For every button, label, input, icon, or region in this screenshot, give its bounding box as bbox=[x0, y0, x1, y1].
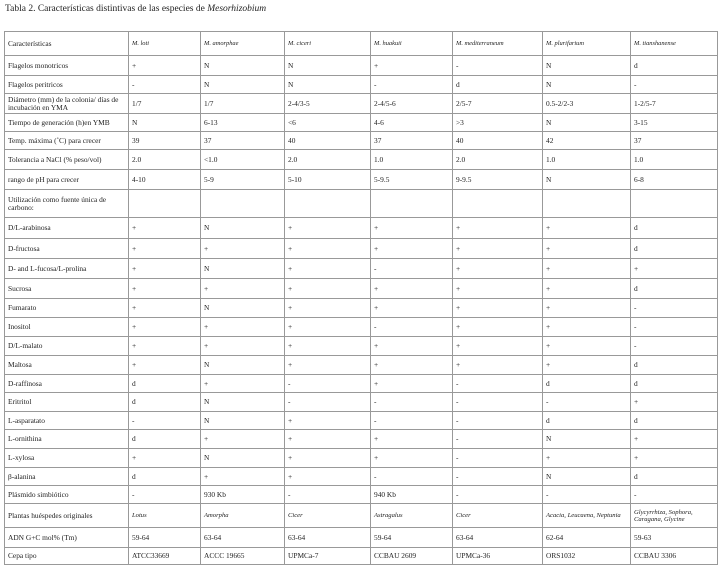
row-label: D/L-arabinosa bbox=[5, 218, 129, 239]
table-cell: + bbox=[285, 218, 371, 239]
table-row bbox=[5, 504, 718, 528]
table-cell: ATCC33669 bbox=[129, 548, 201, 565]
table-cell: N bbox=[285, 56, 371, 76]
table-row bbox=[5, 190, 718, 218]
table-cell: + bbox=[453, 318, 543, 337]
table-cell: + bbox=[285, 259, 371, 279]
table-cell: 39 bbox=[129, 132, 201, 150]
table-cell: d bbox=[453, 76, 543, 94]
table-cell: + bbox=[129, 449, 201, 468]
table-cell: 930 Kb bbox=[201, 486, 285, 504]
table-cell: - bbox=[631, 318, 718, 337]
table-row bbox=[5, 468, 718, 486]
row-label: Tolerancia a NaCl (% peso/vol) bbox=[5, 150, 129, 170]
table-cell: 3-15 bbox=[631, 114, 718, 132]
table-cell: N bbox=[201, 356, 285, 375]
table-cell: 37 bbox=[371, 132, 453, 150]
column-header: M. ciceri bbox=[285, 32, 371, 56]
table-cell bbox=[285, 190, 371, 218]
column-header: M. mediterraneum bbox=[453, 32, 543, 56]
table-cell: 40 bbox=[453, 132, 543, 150]
table-cell: N bbox=[201, 449, 285, 468]
table-cell bbox=[631, 190, 718, 218]
table-cell: N bbox=[543, 56, 631, 76]
table-row bbox=[5, 218, 718, 239]
table-cell: + bbox=[285, 279, 371, 299]
table-row bbox=[5, 528, 718, 548]
table-cell: 2-4/5-6 bbox=[371, 94, 453, 114]
table-cell: 1.0 bbox=[631, 150, 718, 170]
table-cell: d bbox=[631, 239, 718, 259]
table-cell: - bbox=[285, 393, 371, 412]
table-cell: + bbox=[129, 299, 201, 318]
table-cell: + bbox=[543, 299, 631, 318]
table-cell: 62-64 bbox=[543, 528, 631, 548]
column-header: M. huakuii bbox=[371, 32, 453, 56]
table-cell: >3 bbox=[453, 114, 543, 132]
table-cell: ACCC 19665 bbox=[201, 548, 285, 565]
table-cell: + bbox=[371, 337, 453, 356]
table-cell: N bbox=[543, 468, 631, 486]
table-cell: N bbox=[543, 170, 631, 190]
table-cell: d bbox=[129, 393, 201, 412]
table-cell: - bbox=[285, 375, 371, 393]
row-label: β-alanina bbox=[5, 468, 129, 486]
row-label: D-fructosa bbox=[5, 239, 129, 259]
table-cell: ORS1032 bbox=[543, 548, 631, 565]
table-cell: + bbox=[543, 318, 631, 337]
table-cell: + bbox=[201, 468, 285, 486]
table-cell: 1-2/5-7 bbox=[631, 94, 718, 114]
table-cell: - bbox=[371, 468, 453, 486]
table-cell: 1.0 bbox=[543, 150, 631, 170]
table-cell: + bbox=[129, 56, 201, 76]
table-cell: <6 bbox=[285, 114, 371, 132]
column-header: M. plurifarium bbox=[543, 32, 631, 56]
row-label: D/L-malato bbox=[5, 337, 129, 356]
table-cell: Lotus bbox=[129, 504, 201, 528]
row-label: Plantas huéspedes originales bbox=[5, 504, 129, 528]
table-cell: UPMCa-7 bbox=[285, 548, 371, 565]
table-title-prefix: Tabla 2. Características distintivas de las especies de bbox=[5, 4, 208, 14]
table-cell: N bbox=[285, 76, 371, 94]
table-row bbox=[5, 412, 718, 430]
table-row bbox=[5, 132, 718, 150]
table-cell: 1/7 bbox=[201, 94, 285, 114]
table-cell: - bbox=[631, 299, 718, 318]
table-cell: 5-10 bbox=[285, 170, 371, 190]
table-cell bbox=[201, 190, 285, 218]
table-cell: 940 Kb bbox=[371, 486, 453, 504]
row-label: L-asparatato bbox=[5, 412, 129, 430]
table-row bbox=[5, 56, 718, 76]
table-cell: d bbox=[129, 468, 201, 486]
table-cell: + bbox=[631, 393, 718, 412]
table-cell: N bbox=[201, 299, 285, 318]
table-cell: 0.5-2/2-3 bbox=[543, 94, 631, 114]
table-cell: + bbox=[129, 318, 201, 337]
table-cell bbox=[129, 190, 201, 218]
table-row bbox=[5, 393, 718, 412]
table-cell: 5-9.5 bbox=[371, 170, 453, 190]
table-row bbox=[5, 259, 718, 279]
table-cell: + bbox=[453, 259, 543, 279]
table-cell: + bbox=[129, 239, 201, 259]
table-row bbox=[5, 150, 718, 170]
table-cell: - bbox=[453, 375, 543, 393]
table-cell: d bbox=[129, 430, 201, 449]
table-cell: + bbox=[631, 449, 718, 468]
table-cell: - bbox=[453, 486, 543, 504]
table-cell: d bbox=[631, 356, 718, 375]
table-cell: Cicer bbox=[453, 504, 543, 528]
table-cell: N bbox=[201, 76, 285, 94]
table-cell: + bbox=[371, 375, 453, 393]
row-label: D-raffinosa bbox=[5, 375, 129, 393]
table-cell: 63-64 bbox=[201, 528, 285, 548]
table-cell: 2-4/3-5 bbox=[285, 94, 371, 114]
table-cell: + bbox=[371, 239, 453, 259]
table-cell: + bbox=[285, 412, 371, 430]
table-cell: + bbox=[453, 337, 543, 356]
table-cell: 2.0 bbox=[129, 150, 201, 170]
row-label: Temp. máxima (˚C) para crecer bbox=[5, 132, 129, 150]
table-cell: - bbox=[129, 486, 201, 504]
table-cell: 63-64 bbox=[453, 528, 543, 548]
table-cell: + bbox=[285, 337, 371, 356]
table-row bbox=[5, 94, 718, 114]
table-cell: d bbox=[631, 412, 718, 430]
table-cell: 63-64 bbox=[285, 528, 371, 548]
table-cell: 5-9 bbox=[201, 170, 285, 190]
table-cell: - bbox=[371, 393, 453, 412]
row-label: Fumarato bbox=[5, 299, 129, 318]
table-cell: 1.0 bbox=[371, 150, 453, 170]
table-cell: + bbox=[543, 239, 631, 259]
table-cell: + bbox=[285, 449, 371, 468]
table-cell: - bbox=[371, 412, 453, 430]
table-cell: - bbox=[543, 486, 631, 504]
table-cell: + bbox=[371, 279, 453, 299]
table-cell: + bbox=[201, 337, 285, 356]
table-cell: + bbox=[543, 279, 631, 299]
table-row bbox=[5, 318, 718, 337]
row-label: D- and L-fucosa/L-prolina bbox=[5, 259, 129, 279]
table-cell: - bbox=[129, 76, 201, 94]
table-cell: 42 bbox=[543, 132, 631, 150]
table-cell: + bbox=[371, 299, 453, 318]
table-cell: Acacia, Leucaena, Neptunia bbox=[543, 504, 631, 528]
table-cell: + bbox=[453, 356, 543, 375]
table-cell: + bbox=[285, 356, 371, 375]
table-row bbox=[5, 337, 718, 356]
table-cell: - bbox=[371, 318, 453, 337]
table-cell: 59-63 bbox=[631, 528, 718, 548]
table-cell: + bbox=[453, 239, 543, 259]
table-cell: + bbox=[453, 279, 543, 299]
table-cell: + bbox=[371, 218, 453, 239]
table-cell: N bbox=[201, 393, 285, 412]
table-row bbox=[5, 356, 718, 375]
table-cell: CCBAU 3306 bbox=[631, 548, 718, 565]
table-cell: + bbox=[285, 430, 371, 449]
table-cell: + bbox=[285, 299, 371, 318]
table-cell: + bbox=[543, 356, 631, 375]
row-label: Cepa tipo bbox=[5, 548, 129, 565]
table-cell: N bbox=[201, 218, 285, 239]
table-cell: - bbox=[453, 430, 543, 449]
table-cell: N bbox=[543, 430, 631, 449]
table-row bbox=[5, 375, 718, 393]
table-cell: + bbox=[543, 259, 631, 279]
row-label: Sucrosa bbox=[5, 279, 129, 299]
table-cell: Cicer bbox=[285, 504, 371, 528]
table-cell: 2.0 bbox=[453, 150, 543, 170]
table-row bbox=[5, 299, 718, 318]
table-cell: - bbox=[129, 412, 201, 430]
table-cell: + bbox=[129, 356, 201, 375]
table-cell: - bbox=[631, 337, 718, 356]
table-cell: <1.0 bbox=[201, 150, 285, 170]
table-cell: N bbox=[543, 76, 631, 94]
table-cell: - bbox=[285, 486, 371, 504]
table-cell: + bbox=[129, 259, 201, 279]
table-row bbox=[5, 114, 718, 132]
table-cell: + bbox=[631, 259, 718, 279]
table-cell: 37 bbox=[631, 132, 718, 150]
table-cell: d bbox=[631, 468, 718, 486]
table-cell: UPMCa-36 bbox=[453, 548, 543, 565]
table-cell: + bbox=[201, 279, 285, 299]
table-cell: d bbox=[631, 279, 718, 299]
table-cell: 59-64 bbox=[371, 528, 453, 548]
table-cell: - bbox=[631, 486, 718, 504]
table-cell: + bbox=[371, 430, 453, 449]
table-cell: d bbox=[631, 375, 718, 393]
table-cell: + bbox=[453, 299, 543, 318]
characteristics-table bbox=[4, 31, 718, 565]
table-row bbox=[5, 449, 718, 468]
table-cell: 9-9.5 bbox=[453, 170, 543, 190]
table-cell: 4-10 bbox=[129, 170, 201, 190]
table-cell bbox=[371, 190, 453, 218]
table-cell: d bbox=[543, 412, 631, 430]
table-body bbox=[5, 56, 718, 565]
table-row bbox=[5, 486, 718, 504]
table-cell bbox=[543, 190, 631, 218]
row-label: Plásmido simbiótico bbox=[5, 486, 129, 504]
row-label: L-ornithina bbox=[5, 430, 129, 449]
table-cell: + bbox=[201, 430, 285, 449]
table-cell: Astragalus bbox=[371, 504, 453, 528]
table-cell: 1/7 bbox=[129, 94, 201, 114]
table-cell: + bbox=[543, 337, 631, 356]
table-cell: 37 bbox=[201, 132, 285, 150]
table-row bbox=[5, 76, 718, 94]
table-cell: 6-13 bbox=[201, 114, 285, 132]
table-cell: + bbox=[129, 337, 201, 356]
table-cell: + bbox=[453, 218, 543, 239]
table-cell: + bbox=[201, 318, 285, 337]
column-header: M. loti bbox=[129, 32, 201, 56]
table-cell: - bbox=[371, 76, 453, 94]
row-label: L-xylosa bbox=[5, 449, 129, 468]
row-label: Tiempo de generación (h)en YMB bbox=[5, 114, 129, 132]
row-label: ADN G+C mol% (Tm) bbox=[5, 528, 129, 548]
row-label: Eritritol bbox=[5, 393, 129, 412]
table-cell bbox=[453, 190, 543, 218]
row-label: rango de pH para crecer bbox=[5, 170, 129, 190]
table-row bbox=[5, 170, 718, 190]
table-cell: N bbox=[129, 114, 201, 132]
table-cell: - bbox=[453, 468, 543, 486]
table-row bbox=[5, 239, 718, 259]
table-cell: N bbox=[543, 114, 631, 132]
table-row bbox=[5, 430, 718, 449]
table-cell: 6-8 bbox=[631, 170, 718, 190]
table-cell: - bbox=[453, 449, 543, 468]
table-cell: N bbox=[201, 259, 285, 279]
table-cell: - bbox=[631, 76, 718, 94]
table-cell: CCBAU 2609 bbox=[371, 548, 453, 565]
table-cell: + bbox=[129, 279, 201, 299]
table-cell: 2.0 bbox=[285, 150, 371, 170]
table-cell: 2/5-7 bbox=[453, 94, 543, 114]
table-row bbox=[5, 279, 718, 299]
table-cell: Amorpha bbox=[201, 504, 285, 528]
row-label: Maltosa bbox=[5, 356, 129, 375]
table-cell: + bbox=[201, 239, 285, 259]
table-cell: + bbox=[285, 468, 371, 486]
table-cell: d bbox=[631, 56, 718, 76]
table-cell: - bbox=[543, 393, 631, 412]
table-cell: - bbox=[371, 259, 453, 279]
table-cell: N bbox=[201, 412, 285, 430]
table-cell: - bbox=[453, 393, 543, 412]
header-row bbox=[5, 32, 718, 56]
table-cell: + bbox=[543, 218, 631, 239]
row-label: Inositol bbox=[5, 318, 129, 337]
column-header: Características bbox=[5, 32, 129, 56]
table-cell: + bbox=[543, 449, 631, 468]
table-cell: + bbox=[371, 56, 453, 76]
table-cell: 40 bbox=[285, 132, 371, 150]
table-cell: 59-64 bbox=[129, 528, 201, 548]
table-cell: + bbox=[371, 449, 453, 468]
table-row bbox=[5, 548, 718, 565]
table-cell: + bbox=[129, 218, 201, 239]
table-cell: + bbox=[285, 239, 371, 259]
row-label: Flagelos monotricos bbox=[5, 56, 129, 76]
row-label: Utilización como fuente única de carbono: bbox=[5, 190, 129, 218]
row-label: Diámetro (mm) de la colonia/ días de incubación en YMA bbox=[5, 94, 129, 114]
table-cell: + bbox=[201, 375, 285, 393]
column-header: M. tianshanense bbox=[631, 32, 718, 56]
table-cell: - bbox=[453, 412, 543, 430]
table-cell: - bbox=[453, 56, 543, 76]
table-cell: N bbox=[201, 56, 285, 76]
table-title bbox=[5, 4, 266, 14]
table-cell: + bbox=[631, 430, 718, 449]
table-cell: + bbox=[285, 318, 371, 337]
table-cell: + bbox=[371, 356, 453, 375]
column-header: M. amorphae bbox=[201, 32, 285, 56]
table-cell: d bbox=[631, 218, 718, 239]
table-cell: 4-6 bbox=[371, 114, 453, 132]
table-title-genus: Mesorhizobium bbox=[207, 4, 267, 14]
table-cell: d bbox=[129, 375, 201, 393]
table-cell: d bbox=[543, 375, 631, 393]
row-label: Flagelos peritricos bbox=[5, 76, 129, 94]
table-cell: Glycyrrhiza, Sophora, Caragana, Glycine bbox=[631, 504, 718, 528]
